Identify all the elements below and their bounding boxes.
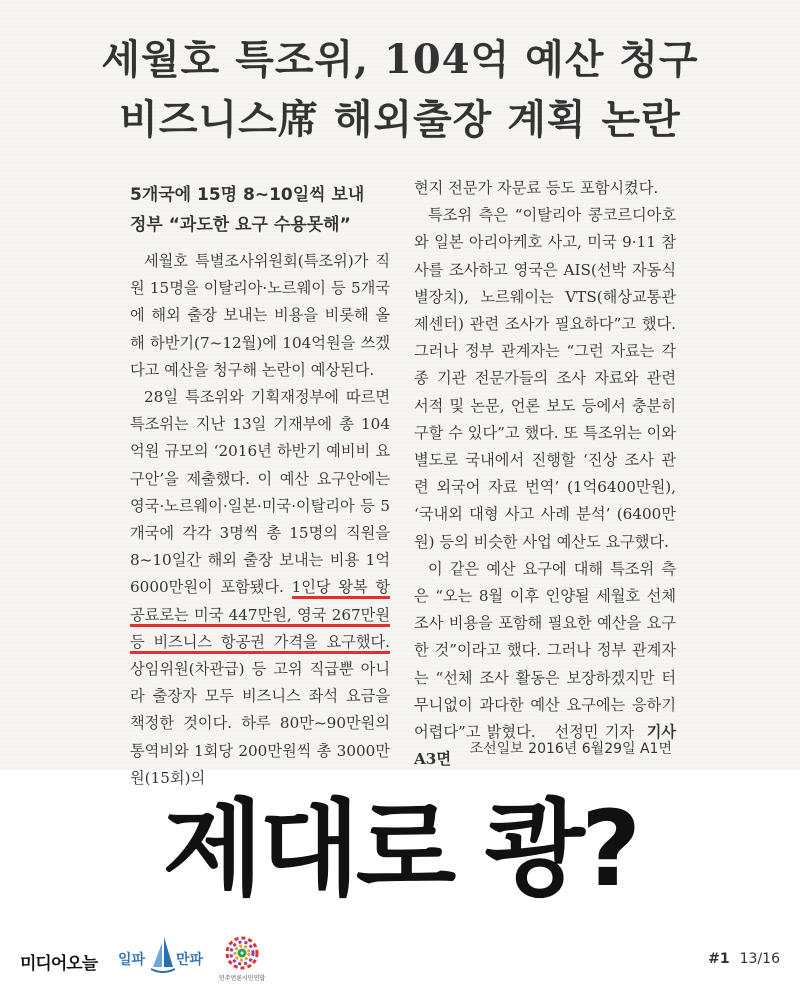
article-column-right [414,175,676,773]
article-paragraph-5-text: 이 같은 예산 요구에 대해 특조위 측은 “오는 8월 이후 인양될 세월호 선체 조사 비용을 포함해 필요한 예산을 요구한 것”이라고 했다. 그러나 정부 관계자는 “선체 조사 활동은 보장하겠지만 터무니없이 과다한 예산 요구에는 응하기 어렵다”고 밝혔다. [414,559,676,742]
article-paragraph-2a: 28일 특조위와 기획재정부에 따르면 특조위는 지난 13일 기재부에 총 104억원 규모의 ‘2016년 하반기 예비비 요구안’을 제출했다. 이 예산 요구안에는 영국·노르웨이·일본·미국·이탈리아 등 5개국에 각각 3명씩 총 15명의 직원을 8~10일간 해외 출장 보내는 비용 1억6000만원이 포함됐다. [130,388,390,597]
article-paragraph-4: 특조위 측은 “이탈리아 콩코르디아호와 일본 아리아케호 사고, 미국 9·11 참사를 조사하고 영국은 AIS(선박 자동식별장치), 노르웨이는 VTS(해상교통관제센터) 관련 조사가 필요하다”고 했다. 그러나 정부 관계자는 “그런 자료는 각종 기관 전문가들의 조사 자료와 관련 서적 및 논문, 언론 보도 등에서 충분히 구할 수 있다”고 했다. 또 특조위는 이와 별도로 국내에서 진행할 ‘진상 조사 관련 외국어 자료 번역’ (1억6400만원), ‘국내외 대형 사고 사례 분석’ (6400만원) 등의 비슷한 사업 예산도 요구했다. [414,206,676,551]
section-ref: 기사 A3면 [414,723,677,769]
coalition-logo [216,933,268,983]
page-tag: #1 [708,951,730,967]
mediaus-logo: 미디어오늘 [20,954,98,974]
footer [0,925,800,985]
sail-icon [151,937,175,973]
headline-line-2: 비즈니스席 해외출장 계획 논란 [119,96,681,143]
article-paragraph-1: 세월호 특별조사위원회(특조위)가 직원 15명을 이탈리아·노르웨이 등 5개국에 해외 출장 보내는 비용을 비롯해 올해 하반기(7~12월)에 104억원을 쓰겠다고 예산을 청구해 논란이 예상된다. [130,252,390,379]
big-caption: 제대로 쾅? [162,788,638,910]
subheadline-line-2: 정부 “과도한 요구 수용못해” [130,215,351,235]
coalition-logo-text: 민주언론시민연합 [218,975,266,982]
subheadline [130,180,390,240]
page-indicator [708,951,780,967]
ilpa-logo-right: 만파 [176,952,204,968]
ilpa-logo-left: 일파 [118,952,146,968]
headline-line-1: 세월호 특조위, 104억 예산 청구 [101,36,699,83]
ilpa-manpa-logo [118,937,208,977]
coalition-emblem-icon [216,933,268,973]
article-paragraph-2b: 상임위원(차관급) 등 고위 직급뿐 아니라 출장자 모두 비즈니스 좌석 요금을 책정한 것이다. 하루 80만~90만원의 통역비와 1회당 200만원씩 총 3000만원(15회)의 [130,660,390,787]
article-paragraph-2 [130,384,390,792]
page-count: 13/16 [739,951,780,967]
highlighted-sentence: 1인당 왕복 항공료로는 미국 447만원, 영국 267만원 등 비즈니스 항공권 가격을 요구했다. [130,578,390,653]
reporter-name: 선정민 기자 [554,723,635,742]
source-credit: 조선일보 2016년 6월29일 A1면 [469,741,672,757]
subheadline-line-1: 5개국에 15명 8~10일씩 보내 [130,185,365,205]
article-column-left [130,180,390,792]
article-paragraph-3: 현지 전문가 자문료 등도 포함시켰다. [414,179,659,197]
